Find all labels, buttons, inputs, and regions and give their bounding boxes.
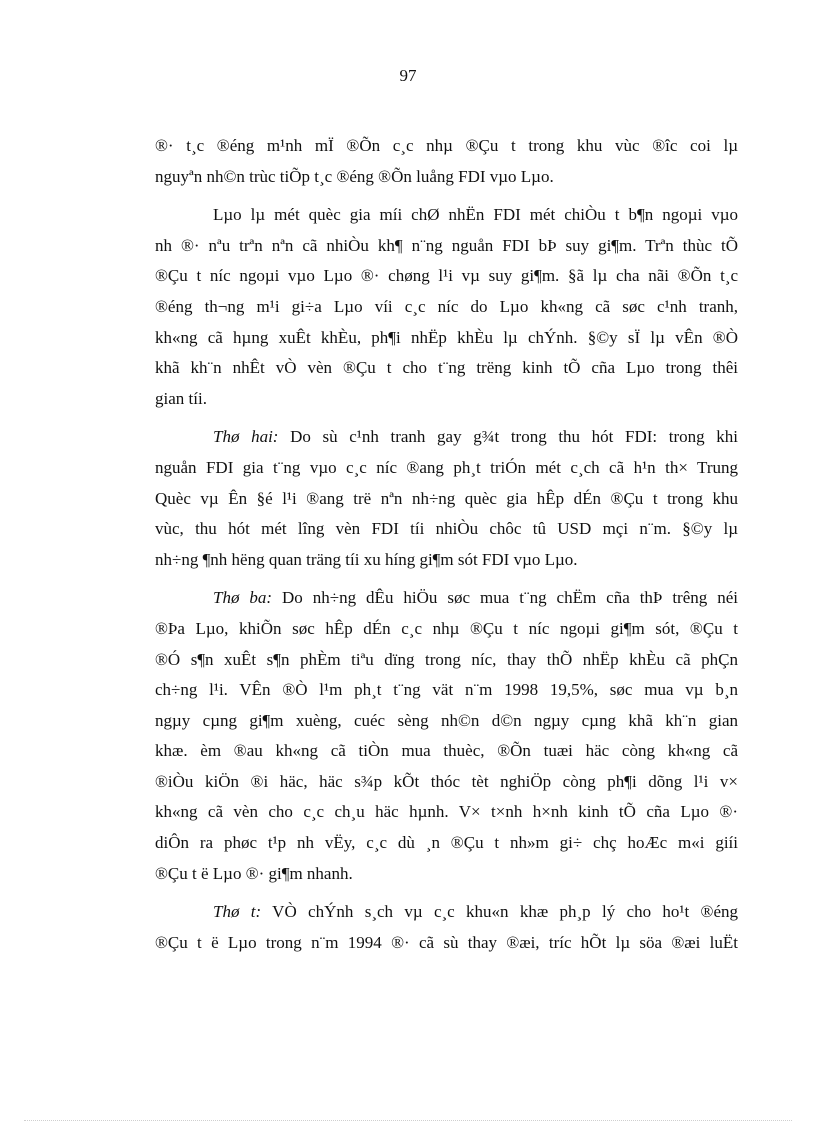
text-line: ®Ó s¶n xuÊt s¶n phÈm tiªu dïng trong níc, thay thÕ nhËp khÈu cã phÇn bbox=[155, 649, 738, 669]
text-line: Quèc vµ Ên §é l¹i ®ang trë nªn nh÷ng quèc gia hÊp dÉn ®Çu t trong khu bbox=[155, 488, 738, 508]
text-line: ®iÒu kiÖn ®i häc, häc s¾p kÕt thóc tèt nghiÖp còng ph¶i dõng l¹i v× bbox=[155, 771, 738, 791]
paragraph-lead: Thø hai: bbox=[213, 427, 279, 447]
text-line: ®Çu t níc ngoµi vµo Lµo ®· chøng l¹i vµ suy gi¶m. §ã lµ cha nãi ®Õn t¸c bbox=[155, 266, 738, 286]
text-line: khæ. èm ®au kh«ng cã tiÒn mua thuèc, ®Õn tuæi häc còng kh«ng cã bbox=[155, 741, 738, 761]
text-line: ngµy cµng gi¶m xuèng, cuéc sèng nh©n d©n ngµy cµng khã kh¨n gian bbox=[155, 710, 738, 730]
text-line: diÔn ra phøc t¹p nh vËy, c¸c dù ¸n ®Çu t nh»m gi÷ chç hoÆc m«i giíi bbox=[155, 833, 738, 853]
text-line: nguån FDI gia t¨ng vµo c¸c níc ®ang ph¸t triÓn mét c¸ch cã h¹n th× Trung bbox=[155, 457, 738, 477]
text-line bbox=[155, 583, 738, 614]
text-line: nguyªn nh©n trùc tiÕp t¸c ®éng ®Õn luång FDI vµo Lµo. bbox=[155, 166, 554, 186]
text-line: kh«ng cã vèn cho c¸c ch¸u häc hµnh. V× t×nh h×nh kinh tÕ cña Lµo ®· bbox=[155, 802, 738, 822]
paragraph-5 bbox=[155, 897, 738, 958]
paragraph-lead: Thø t: bbox=[213, 902, 262, 922]
paragraph-4 bbox=[155, 583, 738, 889]
text-line: ®Çu t ë Lµo trong n¨m 1994 ®· cã sù thay ®æi, tríc hÕt lµ söa ®æi luËt bbox=[155, 932, 738, 952]
paragraph-lead: Thø ba: bbox=[213, 588, 273, 608]
text-line: Lµo lµ mét quèc gia míi chØ nhËn FDI mét chiÒu t b¶n ngoµi vµo bbox=[213, 205, 738, 225]
text-run: Do nh÷ng dÊu hiÖu søc mua t¨ng chËm cña thÞ trêng néi bbox=[272, 588, 738, 608]
text-run: Do sù c¹nh tranh gay g¾t trong thu hót FDI: trong khi bbox=[278, 427, 738, 447]
paragraph-2 bbox=[155, 200, 738, 414]
page-number: 97 bbox=[399, 66, 417, 85]
text-line: nh ®· nªu trªn nªn cã nhiÒu kh¶ n¨ng nguån FDI bÞ suy gi¶m. Trªn thùc tÕ bbox=[155, 235, 738, 255]
text-line: kh«ng cã hµng xuÊt khÈu, ph¶i nhËp khÈu lµ chÝnh. §©y sÏ lµ vÊn ®Ò bbox=[155, 327, 738, 347]
paragraph-1 bbox=[155, 131, 738, 192]
text-line: ®éng th¬ng m¹i gi÷a Lµo víi c¸c níc do Lµo kh«ng cã søc c¹nh tranh, bbox=[155, 296, 738, 316]
paragraph-3 bbox=[155, 422, 738, 575]
text-line: khã kh¨n nhÊt vÒ vèn ®Çu t cho t¨ng trëng kinh tÕ cña Lµo trong thêi bbox=[155, 358, 738, 378]
page-bottom-divider bbox=[24, 1120, 792, 1121]
text-line bbox=[155, 897, 738, 928]
document-body bbox=[155, 131, 738, 966]
text-line: ®· t¸c ®éng m¹nh mÏ ®Õn c¸c nhµ ®Çu t trong khu vùc ®îc coi lµ bbox=[155, 136, 738, 155]
text-line bbox=[155, 422, 738, 453]
text-line: ®Çu t ë Lµo ®· gi¶m nhanh. bbox=[155, 863, 353, 883]
text-line: ch÷ng l¹i. VÊn ®Ò l¹m ph¸t t¨ng vät n¨m 1998 19,5%, søc mua vµ b¸n bbox=[155, 680, 738, 700]
text-line: gian tíi. bbox=[155, 388, 207, 408]
text-line: ®Þa Lµo, khiÕn søc hÊp dÉn c¸c nhµ ®Çu t níc ngoµi gi¶m sót, ®Çu t bbox=[155, 618, 738, 638]
text-line: vùc, thu hót mét lîng vèn FDI tíi nhiÒu chôc tû USD mçi n¨m. §©y lµ bbox=[155, 519, 738, 539]
text-run: VÒ chÝnh s¸ch vµ c¸c khu«n khæ ph¸p lý cho ho¹t ®éng bbox=[261, 902, 738, 922]
text-line: nh÷ng ¶nh hëng quan träng tíi xu híng gi¶m sót FDI vµo Lµo. bbox=[155, 549, 578, 569]
